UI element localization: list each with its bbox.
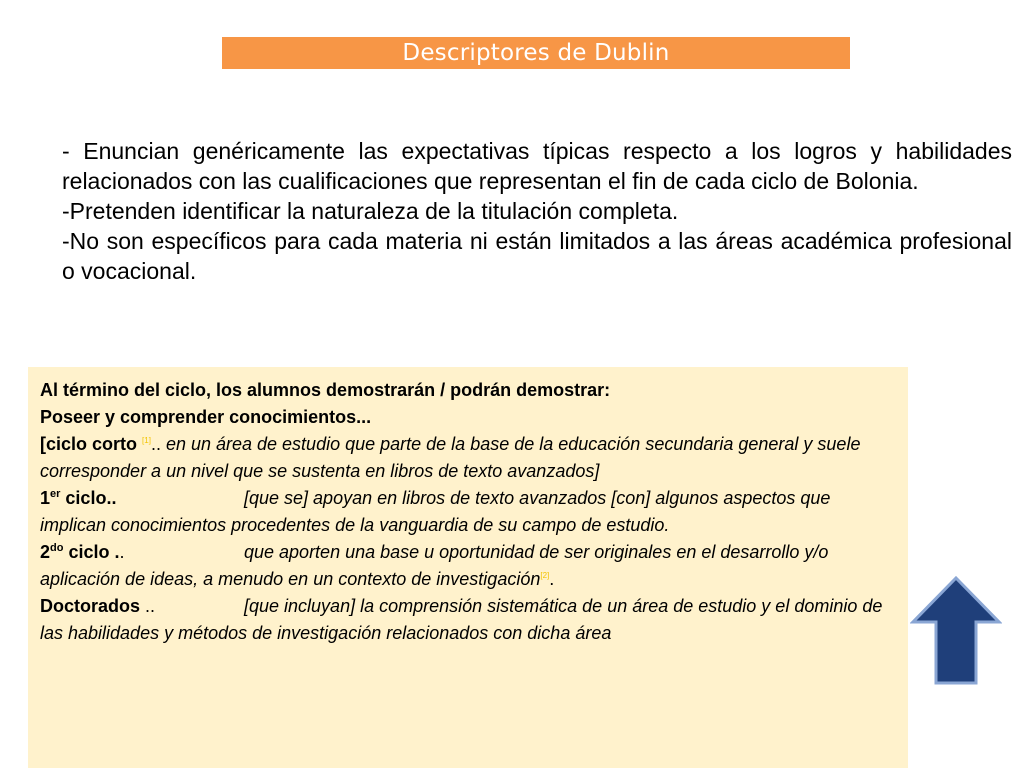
second-cycle-text: que aporten una base u oportunidad de ser originales en el desarrollo y/o aplicación de ideas, a menudo en un contexto de investigación [40, 542, 829, 589]
second-cycle-label-wrap [40, 539, 244, 566]
second-cycle-end: . [549, 569, 555, 589]
second-cycle-sup: do [50, 542, 64, 554]
intro-paragraph-1: - Enuncian genéricamente las expectativas típicas respecto a los logros y habilidades relacionados con las cualificaciones que representan el fin de cada ciclo de Bolonia. [62, 138, 1012, 194]
doctorate-item [40, 593, 896, 647]
up-arrow-icon[interactable] [910, 575, 1002, 687]
doctorate-label-wrap [40, 593, 244, 620]
descriptor-box [28, 367, 908, 768]
page-title: Descriptores de Dublin [402, 40, 670, 66]
first-cycle-item [40, 485, 896, 539]
short-cycle-sep: .. [150, 434, 161, 454]
title-bar [222, 37, 850, 69]
short-cycle-text: en un área de estudio que parte de la base de la educación secundaria general y suele corresponder a un nivel que se sustenta en libros de texto avanzados] [40, 434, 861, 481]
second-cycle-label: ciclo . [63, 542, 120, 562]
first-cycle-label-wrap [40, 485, 244, 512]
box-heading: Al término del ciclo, los alumnos demostrarán / podrán demostrar: [40, 380, 611, 400]
second-cycle-num: 2 [40, 542, 51, 562]
first-cycle-num: 1 [40, 488, 51, 508]
second-cycle-item [40, 539, 896, 593]
doctorate-sep: .. [140, 596, 156, 616]
first-cycle-label: ciclo.. [60, 488, 117, 508]
doctorate-text: [que incluyan] la comprensión sistemática de un área de estudio y el dominio de las habilidades y métodos de investigación relacionados con dicha área [40, 596, 883, 643]
footnote-link-1[interactable]: [1] [142, 436, 151, 445]
intro-paragraph-3: -No son específicos para cada materia ni están limitados a las áreas académica profesional o vocacional. [62, 228, 1012, 284]
first-cycle-sup: er [50, 488, 61, 500]
intro-text [62, 136, 1012, 286]
short-cycle-label: [ciclo corto [40, 434, 138, 454]
doctorate-label: Doctorados [40, 596, 141, 616]
second-cycle-sep: . [119, 542, 125, 562]
box-subheading: Poseer y comprender conocimientos... [40, 407, 372, 427]
footnote-link-2[interactable]: [2] [540, 571, 550, 580]
intro-paragraph-2: -Pretenden identificar la naturaleza de la titulación completa. [62, 198, 679, 224]
first-cycle-text: [que se] apoyan en libros de texto avanzados [con] algunos aspectos que implican conocimientos procedentes de la vanguardia de su campo de estudio. [40, 488, 831, 535]
short-cycle-item [40, 431, 896, 485]
